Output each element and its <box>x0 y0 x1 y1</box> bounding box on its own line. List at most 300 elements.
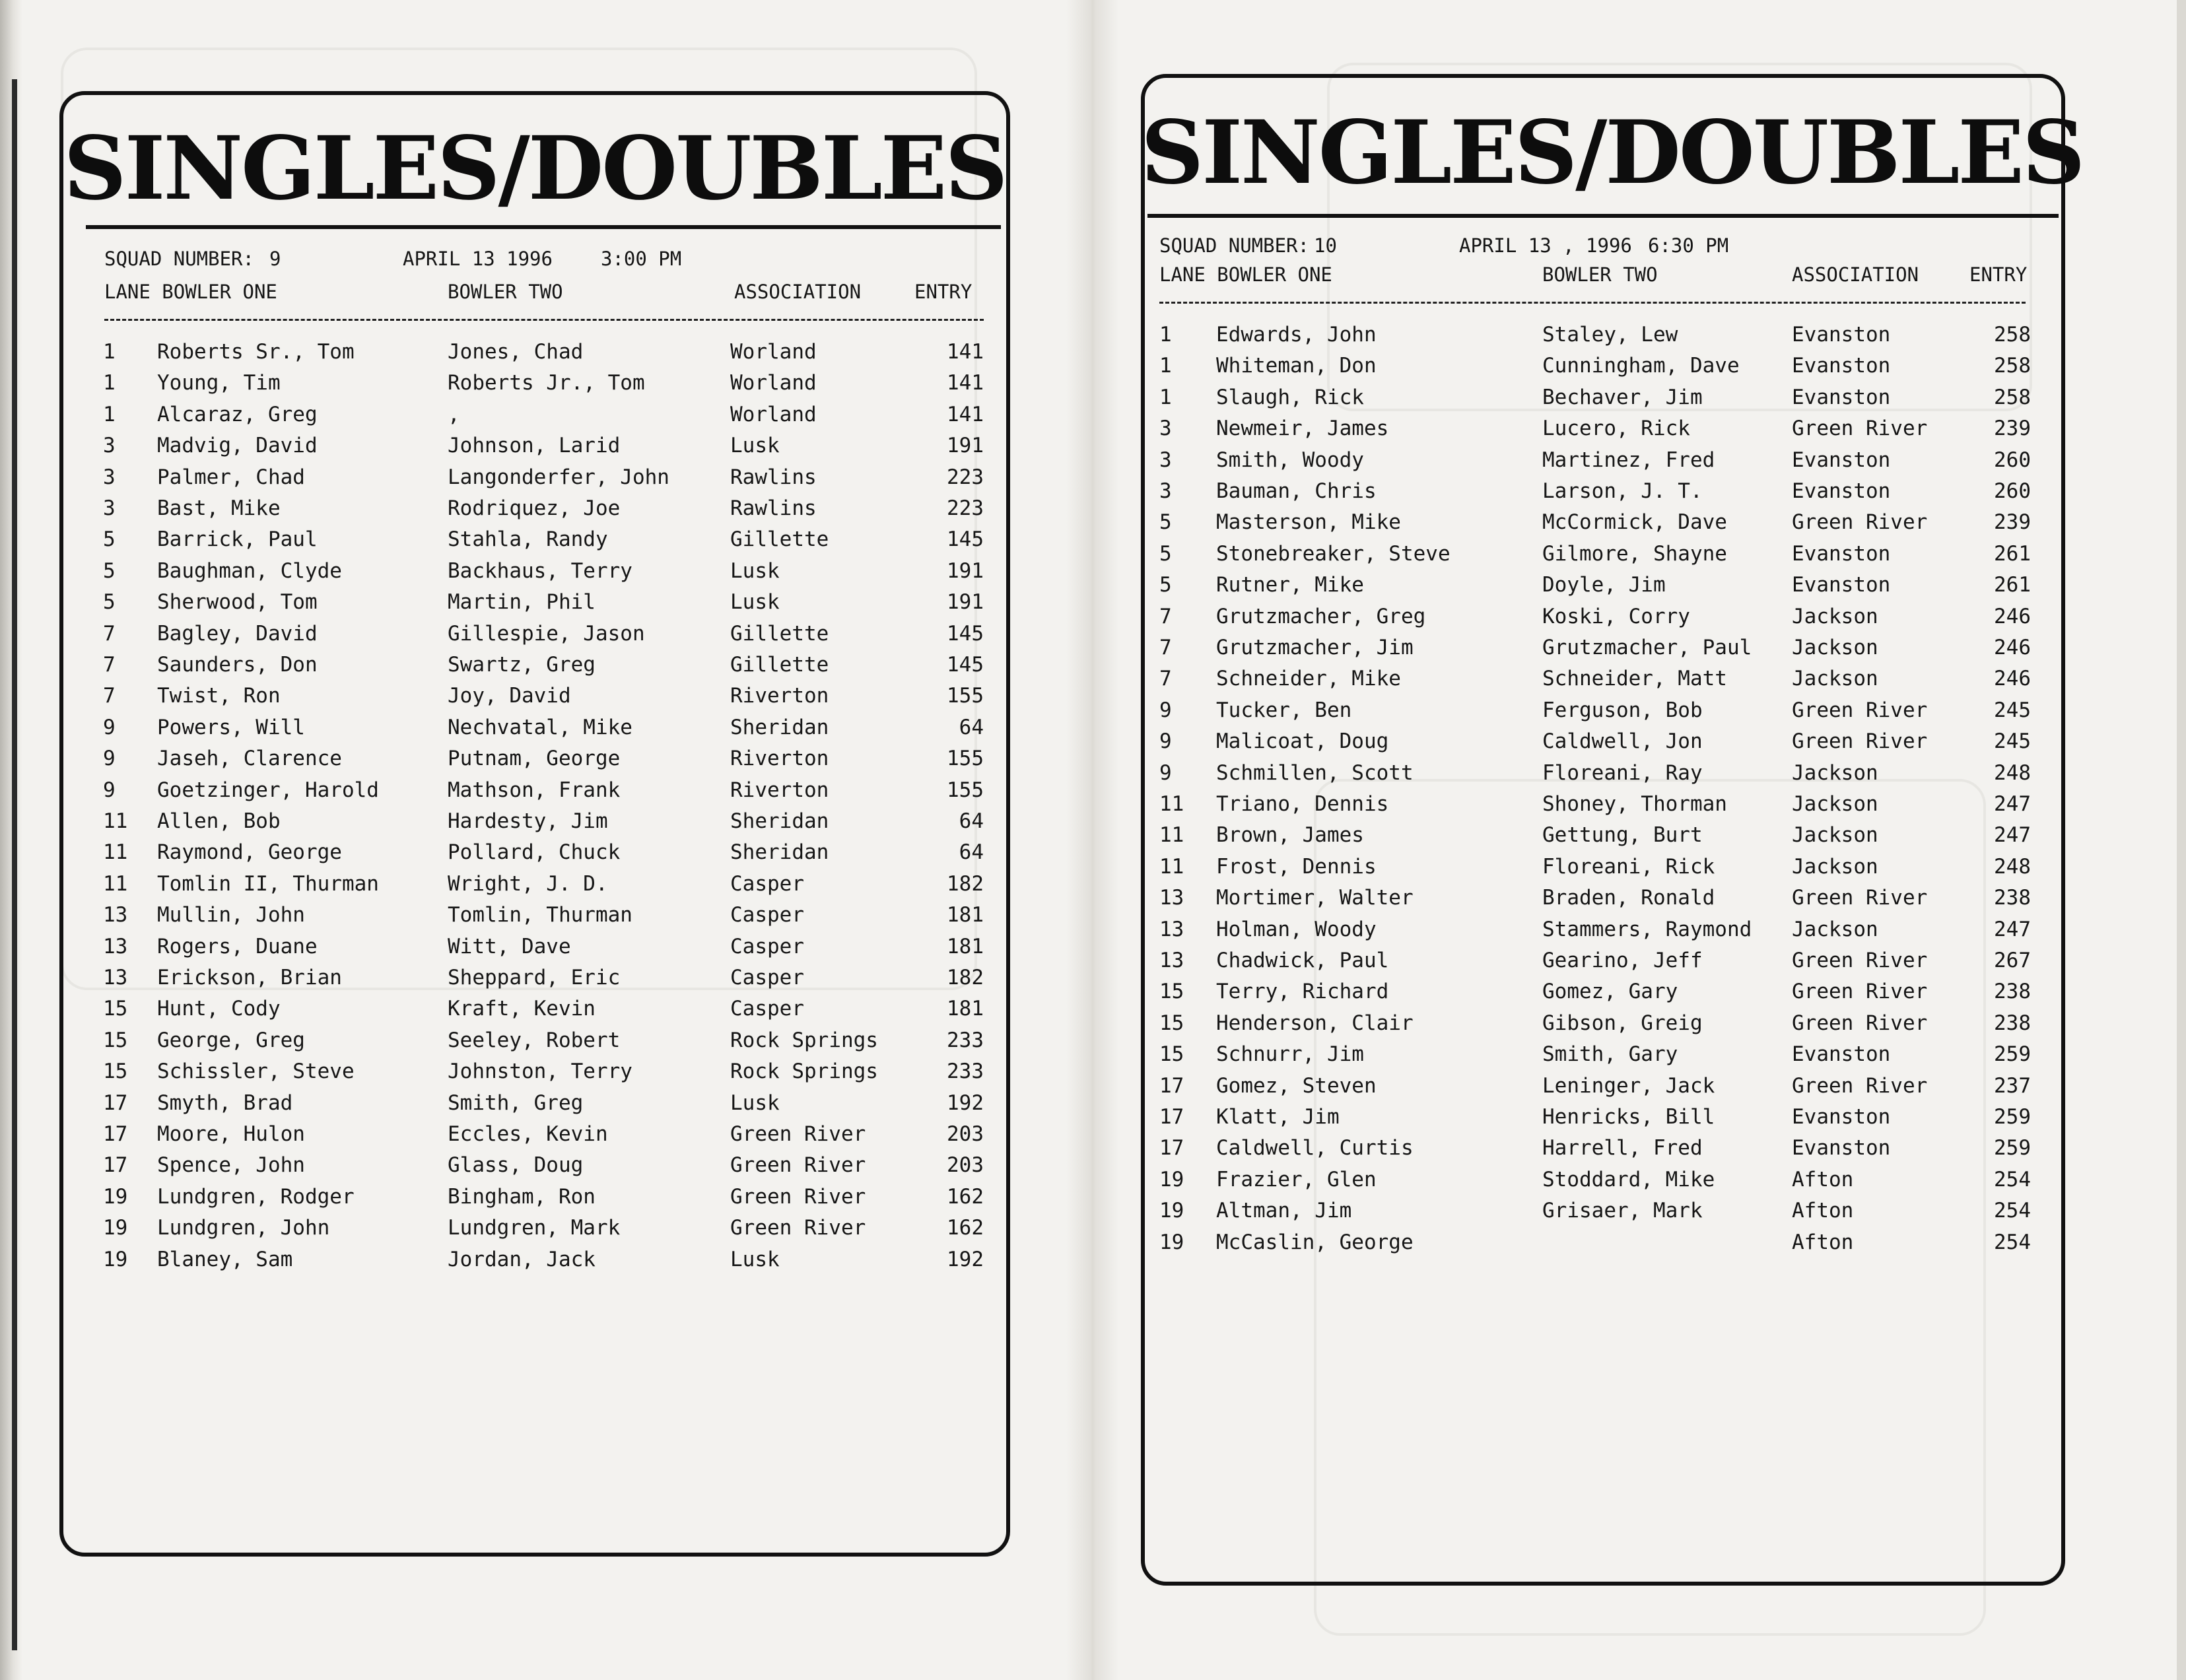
table-row <box>1141 1102 2065 1133</box>
entry-cell: 254 <box>1994 1199 2031 1223</box>
association-cell: Evanston <box>1792 448 1891 472</box>
table-row <box>59 931 1010 962</box>
association-cell: Green River <box>1792 510 1928 535</box>
lane-cell: 11 <box>1159 854 1184 879</box>
lane-cell: 9 <box>103 778 116 802</box>
entry-cell: 260 <box>1994 479 2031 503</box>
entry-cell: 246 <box>1994 604 2031 628</box>
bowler-one-cell: Whiteman, Don <box>1216 354 1377 378</box>
entry-cell: 223 <box>947 465 984 489</box>
entry-cell: 260 <box>1994 448 2031 472</box>
bowler-two-cell: Jones, Chad <box>448 340 584 364</box>
entry-cell: 191 <box>947 590 984 615</box>
bowler-two-cell: Gearino, Jeff <box>1542 949 1703 972</box>
bowler-two-cell: Seeley, Robert <box>448 1028 621 1052</box>
header-dashed-rule <box>1159 302 2026 304</box>
entry-cell: 223 <box>947 496 984 520</box>
bowler-one-cell: Saunders, Don <box>157 653 318 677</box>
association-cell: Riverton <box>730 684 829 708</box>
bowler-two-cell: Gilmore, Shayne <box>1542 541 1727 566</box>
entry-cell: 246 <box>1994 667 2031 691</box>
entry-cell: 233 <box>947 1028 984 1052</box>
association-cell: Jackson <box>1792 917 1878 941</box>
bowler-one-cell: Frost, Dennis <box>1216 854 1377 879</box>
association-cell: Gillette <box>730 527 829 552</box>
bowler-two-cell: Tomlin, Thurman <box>448 903 632 927</box>
table-row <box>59 1025 1010 1056</box>
association-cell: Worland <box>730 340 817 364</box>
entry-cell: 191 <box>947 558 984 583</box>
association-cell: Lusk <box>730 1247 780 1271</box>
table-row <box>59 650 1010 681</box>
association-cell: Casper <box>730 871 804 896</box>
lane-cell: 1 <box>103 371 116 395</box>
column-header-association: ASSOCIATION <box>734 281 862 303</box>
bowler-two-cell: Martinez, Fred <box>1542 448 1715 472</box>
lane-cell: 15 <box>1159 1042 1184 1067</box>
table-row <box>59 712 1010 743</box>
bowler-two-cell: Gibson, Greig <box>1542 1011 1703 1035</box>
association-cell: Evanston <box>1792 541 1891 566</box>
lane-cell: 17 <box>103 1122 128 1146</box>
lane-cell: 19 <box>103 1216 128 1240</box>
bowler-one-cell: Chadwick, Paul <box>1216 949 1389 972</box>
bowler-one-cell: Lundgren, Rodger <box>157 1184 355 1209</box>
lane-cell: 17 <box>103 1091 128 1115</box>
bowler-one-cell: Twist, Ron <box>157 684 281 708</box>
table-row <box>1141 1039 2065 1070</box>
entry-cell: 141 <box>947 371 984 395</box>
association-cell: Riverton <box>730 778 829 802</box>
entry-cell: 162 <box>947 1184 984 1209</box>
bowler-two-cell: Langonderfer, John <box>448 465 669 489</box>
bowler-one-cell: Rutner, Mike <box>1216 573 1364 597</box>
bowler-one-cell: Triano, Dennis <box>1216 792 1389 816</box>
bowler-two-cell: Stammers, Raymond <box>1542 917 1752 941</box>
entry-cell: 259 <box>1994 1136 2031 1160</box>
table-row <box>59 993 1010 1025</box>
table-row <box>1141 1008 2065 1039</box>
bowler-one-cell: Powers, Will <box>157 715 305 739</box>
bowler-two-cell: Kraft, Kevin <box>448 997 596 1021</box>
bowler-two-cell: Gillespie, Jason <box>448 621 645 646</box>
bowler-two-cell: Lucero, Rick <box>1542 417 1690 441</box>
column-header-entry: ENTRY <box>1969 263 2028 286</box>
table-row <box>1141 570 2065 601</box>
page-title: SINGLES/DOUBLES <box>63 118 1006 220</box>
left-page <box>59 91 1010 1557</box>
bowler-one-cell: Bagley, David <box>157 621 318 646</box>
lane-cell: 9 <box>1159 729 1172 754</box>
association-cell: Evanston <box>1792 479 1891 503</box>
bowler-one-cell: Schissler, Steve <box>157 1059 355 1084</box>
association-cell: Casper <box>730 903 804 927</box>
entry-cell: 239 <box>1994 417 2031 441</box>
table-row <box>1141 1195 2065 1226</box>
entry-cell: 181 <box>947 934 984 958</box>
entry-cell: 247 <box>1994 792 2031 816</box>
association-cell: Jackson <box>1792 760 1878 785</box>
bowler-one-cell: Blaney, Sam <box>157 1247 293 1271</box>
bowler-two-cell: Grisaer, Mark <box>1542 1199 1703 1223</box>
bowler-one-cell: Alcaraz, Greg <box>157 402 318 426</box>
association-cell: Green River <box>1792 949 1928 972</box>
bowler-two-cell: Lundgren, Mark <box>448 1216 621 1240</box>
bowler-two-cell: Ferguson, Bob <box>1542 698 1703 722</box>
lane-cell: 9 <box>103 715 116 739</box>
lane-cell: 19 <box>1159 1230 1184 1254</box>
lane-cell: 5 <box>103 558 116 583</box>
table-row <box>59 1056 1010 1087</box>
book-gutter <box>1066 0 1119 1680</box>
lane-cell: 7 <box>103 621 116 646</box>
lane-cell: 3 <box>103 434 116 458</box>
bowler-one-cell: Mullin, John <box>157 903 305 927</box>
entry-cell: 237 <box>1994 1073 2031 1098</box>
lane-cell: 3 <box>103 496 116 520</box>
entry-cell: 191 <box>947 434 984 458</box>
column-header-association: ASSOCIATION <box>1792 263 1919 286</box>
entry-cell: 155 <box>947 778 984 802</box>
entry-cell: 245 <box>1994 698 2031 722</box>
table-row <box>1141 852 2065 883</box>
lane-cell: 15 <box>1159 1011 1184 1035</box>
bowler-one-cell: Hunt, Cody <box>157 997 281 1021</box>
column-header-bowler-two: BOWLER TWO <box>1542 263 1658 286</box>
table-row <box>1141 663 2065 694</box>
table-row <box>1141 820 2065 851</box>
squad-number: 10 <box>1314 234 1337 257</box>
bowler-one-cell: Grutzmacher, Jim <box>1216 636 1414 659</box>
bowler-two-cell: Mathson, Frank <box>448 778 621 802</box>
table-row <box>59 869 1010 900</box>
lane-cell: 3 <box>1159 479 1172 503</box>
table-row <box>1141 789 2065 820</box>
bowler-one-cell: Slaugh, Rick <box>1216 385 1364 409</box>
table-row <box>1141 351 2065 382</box>
bowler-two-cell: Koski, Corry <box>1542 604 1690 628</box>
entry-cell: 141 <box>947 340 984 364</box>
lane-cell: 7 <box>1159 667 1172 691</box>
entry-cell: 248 <box>1994 854 2031 879</box>
bowler-two-cell: Braden, Ronald <box>1542 886 1715 910</box>
lane-cell: 11 <box>103 871 128 896</box>
bowler-two-cell: Witt, Dave <box>448 934 571 958</box>
bowler-one-cell: Stonebreaker, Steve <box>1216 541 1451 566</box>
column-header-bowler-two: BOWLER TWO <box>448 281 563 303</box>
bowler-one-cell: Lundgren, John <box>157 1216 330 1240</box>
entry-cell: 64 <box>959 715 984 739</box>
association-cell: Rawlins <box>730 465 817 489</box>
page-edge-right <box>2177 0 2186 1680</box>
bowler-one-cell: Young, Tim <box>157 371 281 395</box>
bowler-two-cell: Floreani, Rick <box>1542 854 1715 879</box>
table-row <box>59 368 1010 399</box>
lane-cell: 11 <box>1159 823 1184 848</box>
bowler-two-cell: Wright, J. D. <box>448 871 608 896</box>
table-row <box>59 1150 1010 1181</box>
table-row <box>1141 945 2065 976</box>
entry-cell: 141 <box>947 402 984 426</box>
association-cell: Rawlins <box>730 496 817 520</box>
table-row <box>1141 1227 2065 1258</box>
bowler-two-cell: Henricks, Bill <box>1542 1105 1715 1129</box>
bowler-two-cell: Bechaver, Jim <box>1542 385 1703 409</box>
bowler-two-cell: Smith, Greg <box>448 1091 584 1115</box>
entry-cell: 145 <box>947 621 984 646</box>
lane-cell: 9 <box>1159 698 1172 722</box>
page-edge-line <box>12 79 17 1650</box>
bowler-two-cell: Cunningham, Dave <box>1542 354 1740 378</box>
bowler-two-cell: Rodriquez, Joe <box>448 496 621 520</box>
entry-cell: 267 <box>1994 949 2031 972</box>
association-cell: Green River <box>730 1216 866 1240</box>
lane-cell: 7 <box>103 684 116 708</box>
entry-cell: 238 <box>1994 886 2031 910</box>
table-row <box>1141 914 2065 945</box>
lane-cell: 3 <box>1159 448 1172 472</box>
bowler-one-cell: Brown, James <box>1216 823 1364 848</box>
lane-cell: 5 <box>103 590 116 615</box>
association-cell: Lusk <box>730 1091 780 1115</box>
table-row <box>59 619 1010 650</box>
association-cell: Green River <box>1792 980 1928 1004</box>
association-cell: Evanston <box>1792 573 1891 597</box>
lane-cell: 5 <box>103 527 116 552</box>
entry-cell: 259 <box>1994 1105 2031 1129</box>
table-row <box>59 556 1010 587</box>
table-row <box>59 399 1010 430</box>
entry-cell: 155 <box>947 747 984 771</box>
bowler-one-cell: Frazier, Glen <box>1216 1167 1377 1192</box>
association-cell: Afton <box>1792 1230 1854 1254</box>
entry-cell: 182 <box>947 871 984 896</box>
bowler-two-cell: Stahla, Randy <box>448 527 608 552</box>
lane-cell: 15 <box>103 997 128 1021</box>
bowler-one-cell: Smyth, Brad <box>157 1091 293 1115</box>
lane-cell: 1 <box>1159 354 1172 378</box>
entry-cell: 155 <box>947 684 984 708</box>
association-cell: Sheridan <box>730 809 829 833</box>
bowler-two-cell: Gettung, Burt <box>1542 823 1703 848</box>
bowler-two-cell: Smith, Gary <box>1542 1042 1678 1067</box>
association-cell: Worland <box>730 371 817 395</box>
entry-cell: 261 <box>1994 573 2031 597</box>
table-row <box>59 806 1010 837</box>
bowler-two-cell: Nechvatal, Mike <box>448 715 632 739</box>
table-row <box>1141 726 2065 757</box>
bowler-one-cell: Henderson, Clair <box>1216 1011 1414 1035</box>
table-row <box>1141 632 2065 663</box>
book-spine-shadow <box>0 0 22 1680</box>
header-dashed-rule <box>104 319 984 321</box>
entry-cell: 258 <box>1994 385 2031 409</box>
squad-time: 3:00 PM <box>601 248 682 270</box>
entry-cell: 245 <box>1994 729 2031 754</box>
bowler-two-cell: Larson, J. T. <box>1542 479 1703 503</box>
bowler-two-cell: Hardesty, Jim <box>448 809 608 833</box>
association-cell: Evanston <box>1792 385 1891 409</box>
entry-cell: 238 <box>1994 1011 2031 1035</box>
bowler-two-cell: Joy, David <box>448 684 571 708</box>
entry-cell: 145 <box>947 653 984 677</box>
bowler-one-cell: Madvig, David <box>157 434 318 458</box>
table-row <box>1141 476 2065 507</box>
squad-time: 6:30 PM <box>1648 234 1729 257</box>
bowler-two-cell: Johnston, Terry <box>448 1059 632 1084</box>
table-row <box>1141 445 2065 476</box>
bowler-two-cell: Doyle, Jim <box>1542 573 1666 597</box>
association-cell: Riverton <box>730 747 829 771</box>
lane-cell: 7 <box>1159 636 1172 659</box>
lane-cell: 19 <box>103 1247 128 1271</box>
association-cell: Jackson <box>1792 792 1878 816</box>
table-row <box>1141 382 2065 413</box>
entry-cell: 239 <box>1994 510 2031 535</box>
bowler-one-cell: McCaslin, George <box>1216 1230 1414 1254</box>
bowler-one-cell: Caldwell, Curtis <box>1216 1136 1414 1160</box>
table-row <box>1141 695 2065 726</box>
lane-cell: 13 <box>103 966 128 990</box>
bowler-one-cell: Bauman, Chris <box>1216 479 1377 503</box>
bowler-two-cell: Grutzmacher, Paul <box>1542 636 1752 659</box>
lane-cell: 7 <box>1159 604 1172 628</box>
squad-number: 9 <box>269 248 281 270</box>
bowler-one-cell: Schmillen, Scott <box>1216 760 1414 785</box>
table-row <box>1141 507 2065 538</box>
lane-cell: 9 <box>1159 760 1172 785</box>
bowler-two-cell: Schneider, Matt <box>1542 667 1727 691</box>
lane-cell: 17 <box>103 1153 128 1178</box>
table-row <box>1141 976 2065 1007</box>
association-cell: Gillette <box>730 621 829 646</box>
bowler-two-cell: Putnam, George <box>448 747 621 771</box>
table-row <box>1141 883 2065 914</box>
bowler-one-cell: Bast, Mike <box>157 496 281 520</box>
bowler-two-cell: Harrell, Fred <box>1542 1136 1703 1160</box>
bowler-one-cell: Tomlin II, Thurman <box>157 871 379 896</box>
association-cell: Lusk <box>730 558 780 583</box>
bowler-one-cell: Sherwood, Tom <box>157 590 318 615</box>
lane-cell: 13 <box>1159 949 1184 972</box>
association-cell: Evanston <box>1792 323 1891 347</box>
association-cell: Afton <box>1792 1167 1854 1192</box>
title-divider <box>1147 214 2059 218</box>
lane-cell: 3 <box>1159 417 1172 441</box>
entry-cell: 192 <box>947 1247 984 1271</box>
association-cell: Jackson <box>1792 667 1878 691</box>
lane-cell: 9 <box>103 747 116 771</box>
entry-cell: 162 <box>947 1216 984 1240</box>
bowler-two-cell: Gomez, Gary <box>1542 980 1678 1004</box>
table-row <box>59 462 1010 493</box>
association-cell: Jackson <box>1792 604 1878 628</box>
bowler-one-cell: Masterson, Mike <box>1216 510 1401 535</box>
association-cell: Green River <box>730 1122 866 1146</box>
bowler-two-cell: McCormick, Dave <box>1542 510 1727 535</box>
table-row <box>59 1213 1010 1244</box>
association-cell: Evanston <box>1792 1136 1891 1160</box>
lane-cell: 19 <box>103 1184 128 1209</box>
bowler-one-cell: Altman, Jim <box>1216 1199 1352 1223</box>
association-cell: Sheridan <box>730 840 829 865</box>
table-row <box>59 775 1010 806</box>
squad-date: APRIL 13 , 1996 <box>1459 234 1632 257</box>
table-row <box>1141 601 2065 632</box>
entry-cell: 233 <box>947 1059 984 1084</box>
association-cell: Green River <box>1792 417 1928 441</box>
association-cell: Sheridan <box>730 715 829 739</box>
entry-cell: 254 <box>1994 1167 2031 1192</box>
bowler-one-cell: Grutzmacher, Greg <box>1216 604 1426 628</box>
bowler-two-cell: Leninger, Jack <box>1542 1073 1715 1098</box>
table-row <box>59 743 1010 774</box>
table-row <box>59 1088 1010 1119</box>
lane-cell: 17 <box>1159 1105 1184 1129</box>
association-cell: Green River <box>1792 698 1928 722</box>
bowler-one-cell: Baughman, Clyde <box>157 558 342 583</box>
lane-cell: 7 <box>103 653 116 677</box>
table-row <box>59 962 1010 993</box>
entry-cell: 246 <box>1994 636 2031 659</box>
table-row <box>59 837 1010 868</box>
association-cell: Rock Springs <box>730 1028 878 1052</box>
table-row <box>1141 1133 2065 1164</box>
bowler-one-cell: Allen, Bob <box>157 809 281 833</box>
lane-cell: 11 <box>103 809 128 833</box>
table-row <box>59 1182 1010 1213</box>
table-row <box>59 524 1010 555</box>
lane-cell: 15 <box>103 1059 128 1084</box>
bowler-one-cell: Goetzinger, Harold <box>157 778 379 802</box>
entry-cell: 64 <box>959 809 984 833</box>
title-divider <box>86 225 1001 229</box>
bowler-two-cell: Jordan, Jack <box>448 1247 596 1271</box>
lane-cell: 5 <box>1159 573 1172 597</box>
association-cell: Jackson <box>1792 854 1878 879</box>
bowler-two-cell: Staley, Lew <box>1542 323 1678 347</box>
association-cell: Green River <box>1792 1073 1928 1098</box>
bowler-two-cell: Eccles, Kevin <box>448 1122 608 1146</box>
bowler-two-cell: Sheppard, Eric <box>448 966 621 990</box>
entry-cell: 64 <box>959 840 984 865</box>
column-header-entry: ENTRY <box>914 281 973 303</box>
lane-cell: 11 <box>1159 792 1184 816</box>
entry-cell: 247 <box>1994 917 2031 941</box>
bowler-one-cell: Spence, John <box>157 1153 305 1178</box>
table-row <box>59 493 1010 524</box>
bowler-two-cell: Stoddard, Mike <box>1542 1167 1715 1192</box>
page-title: SINGLES/DOUBLES <box>1141 102 2084 204</box>
association-cell: Lusk <box>730 434 780 458</box>
association-cell: Evanston <box>1792 354 1891 378</box>
table-row <box>59 681 1010 712</box>
bowler-two-cell: Bingham, Ron <box>448 1184 596 1209</box>
entry-cell: 182 <box>947 966 984 990</box>
entry-cell: 238 <box>1994 980 2031 1004</box>
bowler-one-cell: Newmeir, James <box>1216 417 1389 441</box>
bowler-two-cell: Shoney, Thorman <box>1542 792 1727 816</box>
lane-cell: 11 <box>103 840 128 865</box>
bowler-one-cell: Schnurr, Jim <box>1216 1042 1364 1067</box>
lane-cell: 15 <box>103 1028 128 1052</box>
bowler-two-cell: Backhaus, Terry <box>448 558 632 583</box>
lane-cell: 13 <box>1159 917 1184 941</box>
entry-cell: 181 <box>947 997 984 1021</box>
association-cell: Casper <box>730 966 804 990</box>
association-cell: Rock Springs <box>730 1059 878 1084</box>
table-row <box>59 1119 1010 1150</box>
